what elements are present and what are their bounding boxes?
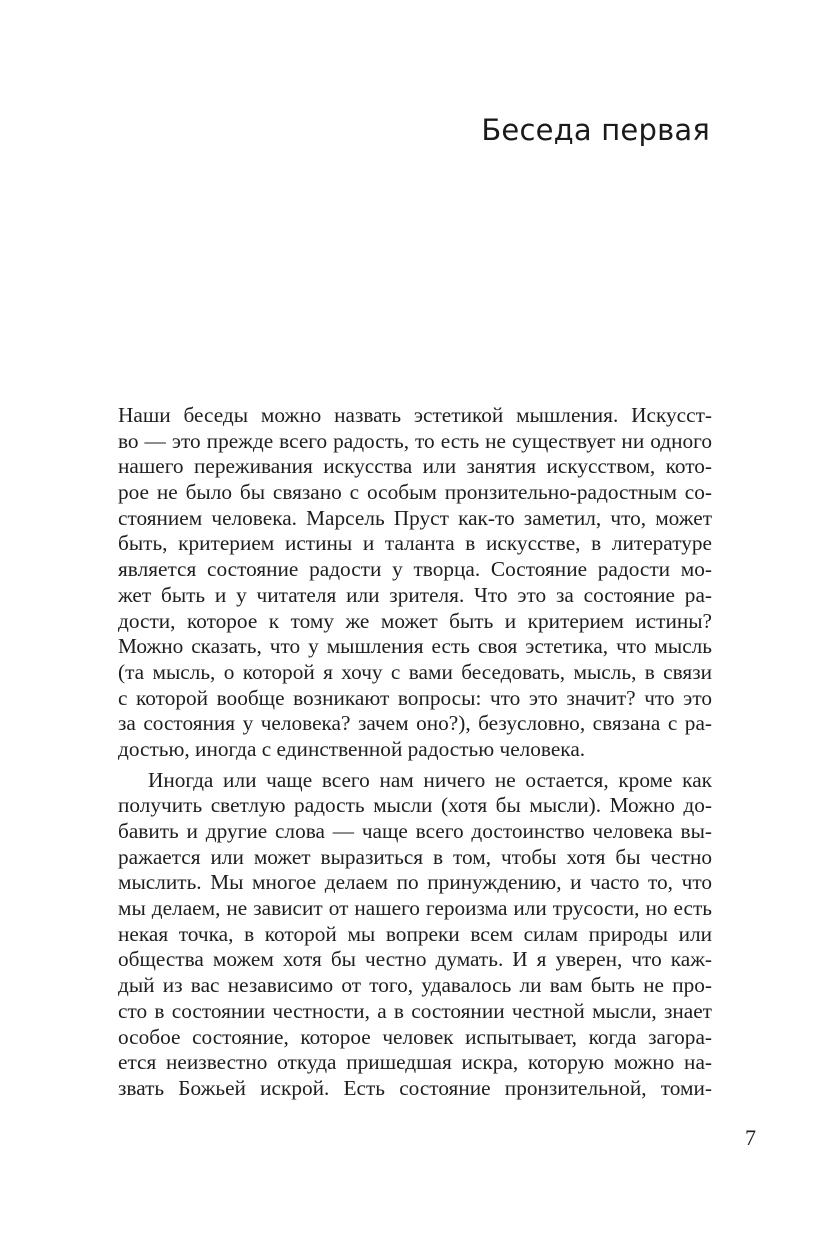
text-line: за состояния у человека? зачем оно?), безусловно, связана с ра-: [118, 711, 712, 736]
text-line: (та мысль, о которой я хочу с вами беседовать, мысль, в связи: [118, 659, 712, 684]
text-line: во — это прежде всего радость, то есть не существует ни одного: [118, 428, 712, 453]
body-text: [118, 403, 712, 1102]
text-line: нашего переживания искусства или занятия искусством, кото-: [118, 454, 712, 479]
text-line: быть, критерием истины и таланта в искусстве, в литературе: [118, 531, 712, 556]
text-line: рое не было бы связано с особым пронзительно-радостным со-: [118, 480, 712, 505]
text-line: Наши беседы можно назвать эстетикой мышления. Искусст-: [118, 403, 712, 427]
text-line: некая точка, в которой мы вопреки всем силам природы или: [118, 921, 712, 946]
text-line: мы делаем, не зависит от нашего героизма или трусости, но есть: [118, 896, 712, 921]
text-line: общества можем хотя бы честно думать. И я уверен, что каж-: [118, 947, 712, 972]
text-line: дый из вас независимо от того, удавалось ли вам быть не про-: [118, 973, 712, 998]
text-line: бавить и другие слова — чаще всего достоинство человека вы-: [118, 819, 712, 843]
page-number: 7: [745, 1125, 756, 1150]
text-line: жет быть и у читателя или зрителя. Что это за состояние ра-: [118, 582, 712, 607]
text-line: ражается или может выразиться в том, чтобы хотя бы честно: [118, 844, 712, 869]
text-line: Можно сказать, что у мышления есть своя эстетика, что мысль: [118, 634, 712, 659]
text-line: ется неизвестно откуда пришедшая искра, которую можно на-: [118, 1050, 712, 1075]
text-line: стоянием человека. Марсель Пруст как-то заметил, что, может: [118, 505, 712, 530]
text-line: сто в состоянии честности, а в состоянии честной мысли, знает: [118, 998, 712, 1023]
text-line: достью, иногда с единственной радостью человека.: [118, 736, 586, 761]
text-line: особое состояние, которое человек испытывает, когда загора-: [118, 1024, 712, 1049]
paragraph: [118, 403, 712, 763]
text-line: получить светлую радость мысли (хотя бы мысли). Можно до-: [118, 793, 712, 818]
text-line: является состояние радости у творца. Состояние радости мо-: [118, 557, 712, 582]
chapter-title: Беседа первая: [481, 113, 710, 147]
paragraph: [118, 768, 712, 1102]
text-line: мыслить. Мы многое делаем по принуждению, и часто то, что: [118, 870, 712, 895]
text-line: Иногда или чаще всего нам ничего не остается, кроме как: [148, 767, 712, 792]
text-line: звать Божьей искрой. Есть состояние пронзительной, томи-: [118, 1075, 712, 1100]
text-line: с которой вообще возникают вопросы: что это значит? что это: [118, 685, 712, 710]
text-line: дости, которое к тому же может быть и критерием истины?: [118, 608, 712, 633]
